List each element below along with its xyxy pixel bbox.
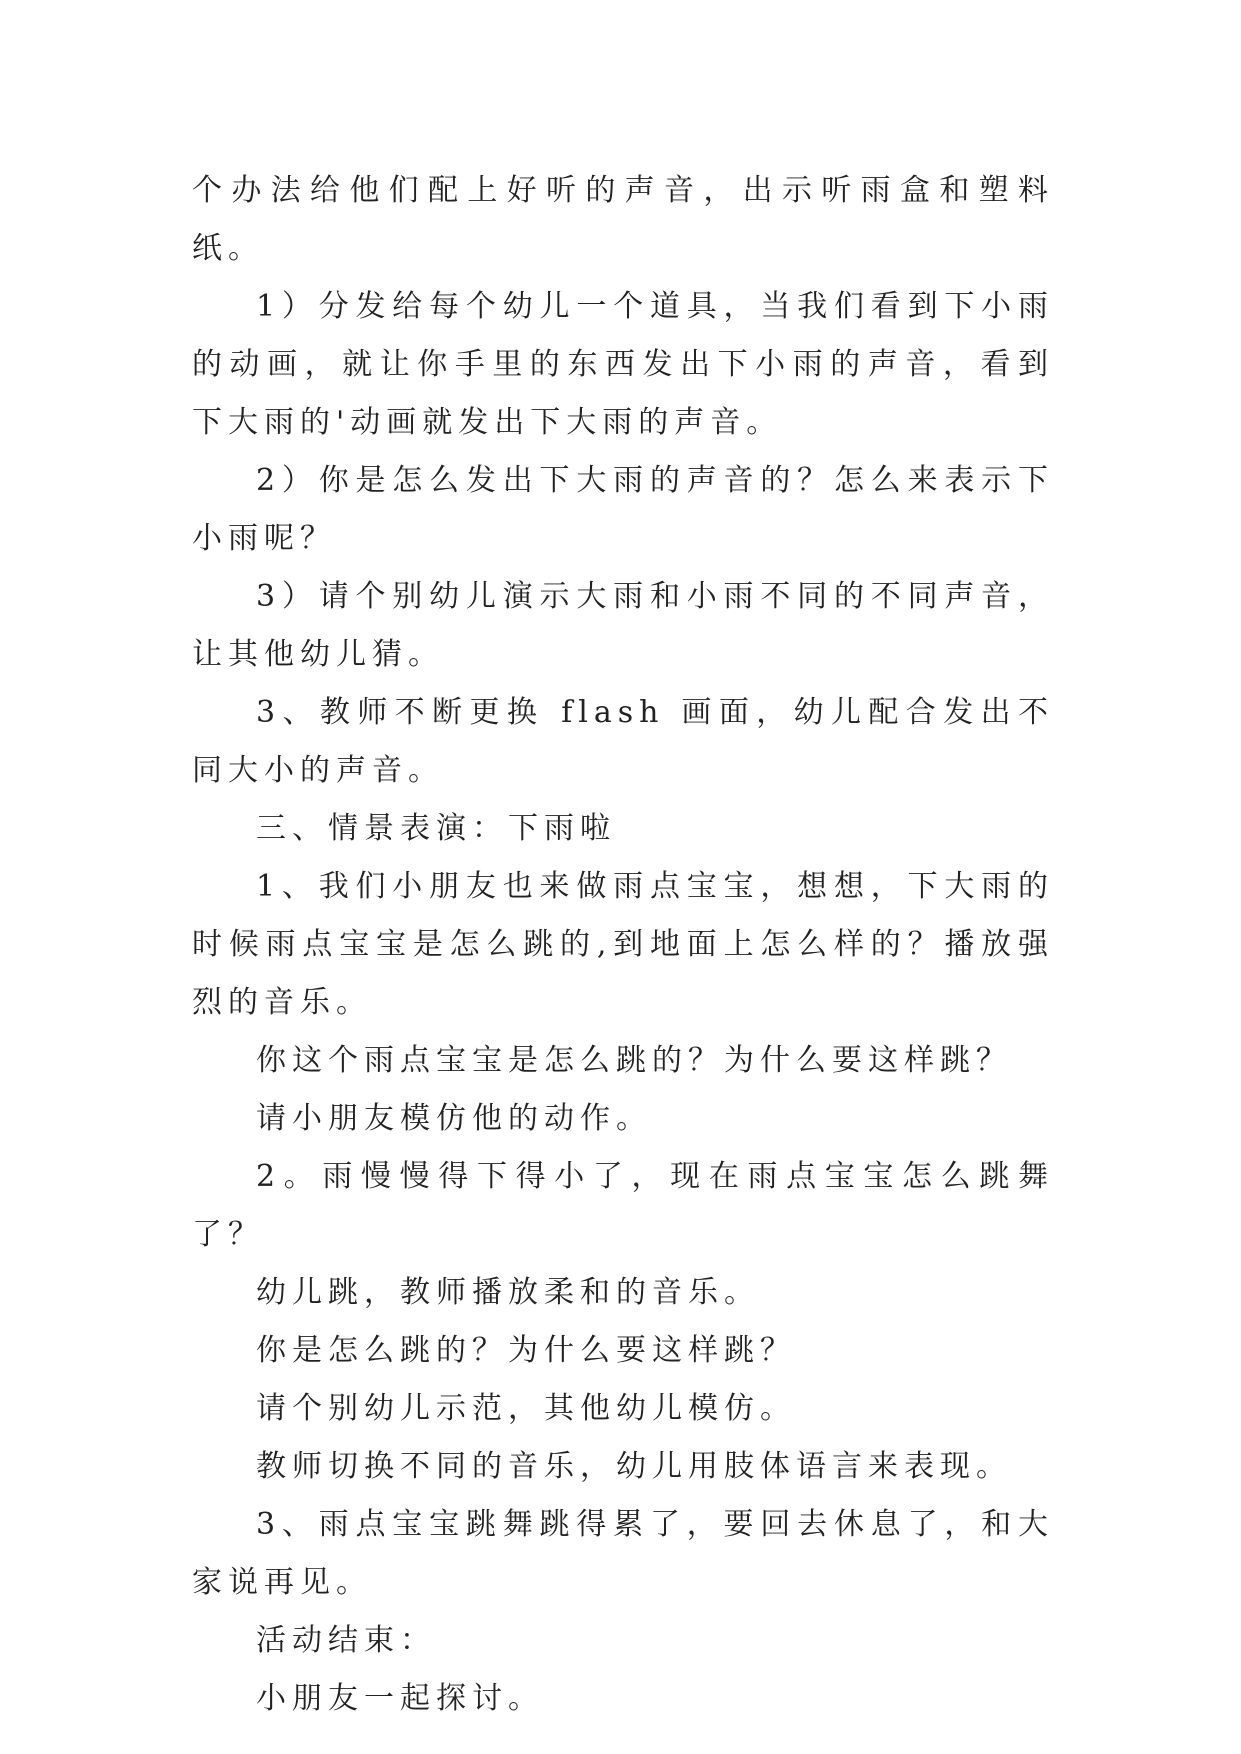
paragraph-imitate: 请小朋友模仿他的动作。 <box>256 1101 652 1136</box>
paragraph-why-jump: 你是怎么跳的？为什么要这样跳？ <box>256 1333 796 1368</box>
document-page <box>192 162 1054 1728</box>
paragraph-step-3-demonstrate: 3）请个别幼儿演示大雨和小雨不同的不同声音，让其他幼儿猜。 <box>192 579 1054 672</box>
paragraph-demonstrate-imitate: 请个别幼儿示范，其他幼儿模仿。 <box>256 1391 796 1426</box>
paragraph-switch-music: 教师切换不同的音乐，幼儿用肢体语言来表现。 <box>256 1449 1012 1484</box>
paragraph-step-1-distribute-props: 1）分发给每个幼儿一个道具，当我们看到下小雨的动画，就让你手里的东西发出下小雨的声音，看到下大雨的'动画就发出下大雨的声音。 <box>192 289 1054 440</box>
paragraph-rain-slows: 2。雨慢慢得下得小了，现在雨点宝宝怎么跳舞了？ <box>192 1159 1054 1252</box>
section-heading-scenario: 三、情景表演：下雨啦 <box>256 811 616 846</box>
paragraph-flash-switch: 3、教师不断更换 flash 画面，幼儿配合发出不同大小的声音。 <box>192 695 1054 788</box>
paragraph-raindrop-jump: 1、我们小朋友也来做雨点宝宝，想想，下大雨的时候雨点宝宝是怎么跳的,到地面上怎么样的？播放强烈的音乐。 <box>192 869 1054 1020</box>
paragraph-soft-music: 幼儿跳，教师播放柔和的音乐。 <box>256 1275 760 1310</box>
section-heading-activity-end: 活动结束： <box>256 1623 436 1658</box>
paragraph-goodbye: 3、雨点宝宝跳舞跳得累了，要回去休息了，和大家说再见。 <box>192 1507 1054 1600</box>
paragraph-continuation: 个办法给他们配上好听的声音，出示听雨盒和塑料纸。 <box>192 173 1054 266</box>
paragraph-discuss: 小朋友一起探讨。 <box>256 1681 544 1716</box>
paragraph-step-2-question: 2）你是怎么发出下大雨的声音的？怎么来表示下小雨呢？ <box>192 463 1054 556</box>
paragraph-how-jump: 你这个雨点宝宝是怎么跳的？为什么要这样跳？ <box>256 1043 1012 1078</box>
